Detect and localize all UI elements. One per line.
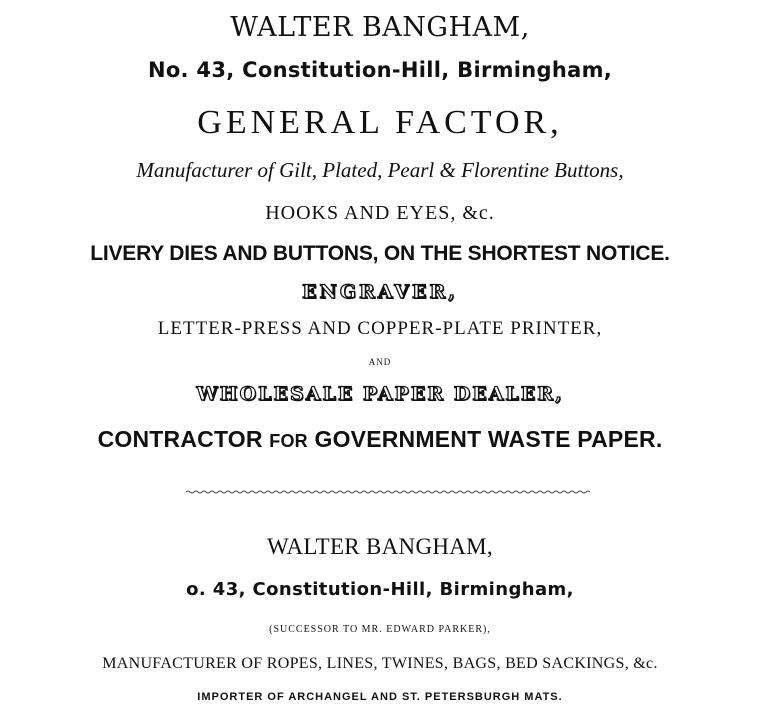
advert-one-contractor xyxy=(0,428,760,451)
advert-two-successor: (SUCCESSOR TO MR. EDWARD PARKER), xyxy=(269,624,491,635)
advert-one-livery: LIVERY DIES AND BUTTONS, ON THE SHORTEST NOTICE. xyxy=(90,242,670,265)
advert-one-printer: LETTER-PRESS AND COPPER-PLATE PRINTER, xyxy=(157,318,603,339)
advert-one-hooks: HOOKS AND EYES, &c. xyxy=(265,202,495,224)
advert-two-importer: IMPORTER OF ARCHANGEL AND ST. PETERSBURGH MATS. xyxy=(197,691,563,703)
contractor-waste-paper: GOVERNMENT WASTE PAPER. xyxy=(314,426,663,452)
advert-one-address: No. 43, Constitution-Hill, Birmingham, xyxy=(147,58,613,82)
advert-one-and: AND xyxy=(368,357,392,367)
contractor-word: CONTRACTOR xyxy=(97,426,263,452)
advert-two-manufacturer: MANUFACTURER OF ROPES, LINES, TWINES, BAGS, BED SACKINGS, &c. xyxy=(102,655,658,672)
advert-two-name: WALTER BANGHAM, xyxy=(267,534,493,559)
advert-one-trade: GENERAL FACTOR, xyxy=(197,104,563,141)
advert-one-engraver: ENGRAVER, xyxy=(302,281,458,303)
advert-one-manufacturer: Manufacturer of Gilt, Plated, Pearl & Florentine Buttons, xyxy=(136,158,624,182)
advert-one-name: WALTER BANGHAM, xyxy=(230,12,530,43)
advert-two-address: o. 43, Constitution-Hill, Birmingham, xyxy=(186,579,574,600)
wavy-divider xyxy=(186,490,590,494)
contractor-for: FOR xyxy=(269,431,308,451)
advert-one-wholesale: WHOLESALE PAPER DEALER, xyxy=(196,383,564,405)
